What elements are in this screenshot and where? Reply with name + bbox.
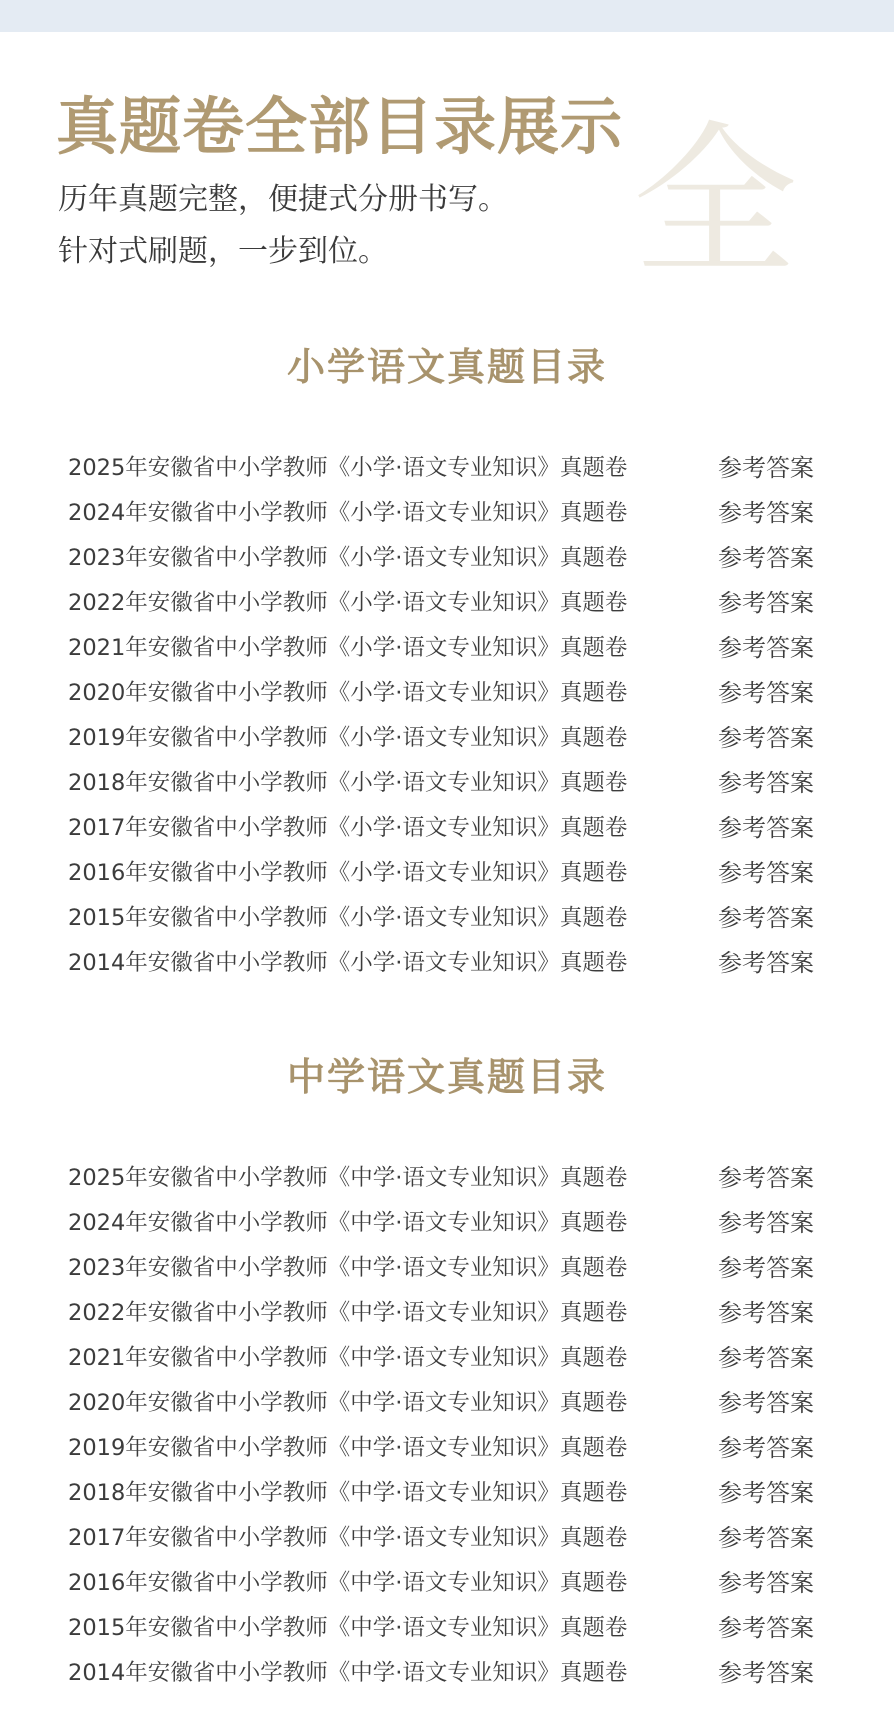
answer-label: 参考答案 (718, 1569, 814, 1597)
list-item (68, 1516, 828, 1561)
exam-title: 2021年安徽省中小学教师《小学·语文专业知识》真题卷 (68, 635, 628, 661)
answer-label: 参考答案 (718, 769, 814, 797)
answer-label: 参考答案 (718, 1344, 814, 1372)
answer-label: 参考答案 (718, 544, 814, 572)
answer-label: 参考答案 (718, 679, 814, 707)
exam-title: 2018年安徽省中小学教师《小学·语文专业知识》真题卷 (68, 770, 628, 796)
list-item (68, 1336, 828, 1381)
list-item (68, 1606, 828, 1651)
exam-title: 2025年安徽省中小学教师《小学·语文专业知识》真题卷 (68, 455, 628, 481)
exam-title: 2019年安徽省中小学教师《小学·语文专业知识》真题卷 (68, 725, 628, 751)
exam-title: 2025年安徽省中小学教师《中学·语文专业知识》真题卷 (68, 1165, 628, 1191)
answer-label: 参考答案 (718, 1209, 814, 1237)
list-item (68, 1201, 828, 1246)
list-item (68, 1651, 828, 1696)
answer-label: 参考答案 (718, 814, 814, 842)
primary-catalog-list (68, 446, 828, 986)
answer-label: 参考答案 (718, 724, 814, 752)
answer-label: 参考答案 (718, 1659, 814, 1687)
answer-label: 参考答案 (718, 1299, 814, 1327)
exam-title: 2024年安徽省中小学教师《中学·语文专业知识》真题卷 (68, 1210, 628, 1236)
list-item (68, 896, 828, 941)
answer-label: 参考答案 (718, 589, 814, 617)
list-item (68, 806, 828, 851)
exam-title: 2015年安徽省中小学教师《小学·语文专业知识》真题卷 (68, 905, 628, 931)
answer-label: 参考答案 (718, 1389, 814, 1417)
exam-title: 2015年安徽省中小学教师《中学·语文专业知识》真题卷 (68, 1615, 628, 1641)
decorative-watermark-char: 全 (632, 106, 798, 298)
list-item (68, 446, 828, 491)
answer-label: 参考答案 (718, 1524, 814, 1552)
page-title: 真题卷全部目录展示 (56, 90, 624, 163)
top-bar (0, 0, 894, 32)
list-item (68, 1426, 828, 1471)
answer-label: 参考答案 (718, 634, 814, 662)
list-item (68, 536, 828, 581)
answer-label: 参考答案 (718, 904, 814, 932)
list-item (68, 1381, 828, 1426)
middle-section-title: 中学语文真题目录 (286, 1054, 607, 1099)
list-item (68, 581, 828, 626)
exam-title: 2020年安徽省中小学教师《小学·语文专业知识》真题卷 (68, 680, 628, 706)
list-item (68, 671, 828, 716)
page-subtitle-line-2: 针对式刷题，一步到位。 (58, 234, 388, 269)
exam-title: 2022年安徽省中小学教师《中学·语文专业知识》真题卷 (68, 1300, 628, 1326)
list-item (68, 761, 828, 806)
exam-title: 2020年安徽省中小学教师《中学·语文专业知识》真题卷 (68, 1390, 628, 1416)
middle-catalog-list (68, 1156, 828, 1696)
primary-section-title: 小学语文真题目录 (286, 344, 607, 389)
exam-title: 2016年安徽省中小学教师《小学·语文专业知识》真题卷 (68, 860, 628, 886)
exam-title: 2023年安徽省中小学教师《中学·语文专业知识》真题卷 (68, 1255, 628, 1281)
list-item (68, 1471, 828, 1516)
exam-title: 2022年安徽省中小学教师《小学·语文专业知识》真题卷 (68, 590, 628, 616)
exam-title: 2016年安徽省中小学教师《中学·语文专业知识》真题卷 (68, 1570, 628, 1596)
exam-title: 2014年安徽省中小学教师《中学·语文专业知识》真题卷 (68, 1660, 628, 1686)
list-item (68, 1156, 828, 1201)
exam-title: 2019年安徽省中小学教师《中学·语文专业知识》真题卷 (68, 1435, 628, 1461)
answer-label: 参考答案 (718, 1479, 814, 1507)
answer-label: 参考答案 (718, 454, 814, 482)
list-item (68, 1246, 828, 1291)
exam-title: 2021年安徽省中小学教师《中学·语文专业知识》真题卷 (68, 1345, 628, 1371)
exam-title: 2023年安徽省中小学教师《小学·语文专业知识》真题卷 (68, 545, 628, 571)
answer-label: 参考答案 (718, 1614, 814, 1642)
list-item (68, 716, 828, 761)
answer-label: 参考答案 (718, 949, 814, 977)
page-subtitle-line-1: 历年真题完整，便捷式分册书写。 (58, 182, 508, 217)
answer-label: 参考答案 (718, 499, 814, 527)
answer-label: 参考答案 (718, 1254, 814, 1282)
exam-title: 2014年安徽省中小学教师《小学·语文专业知识》真题卷 (68, 950, 628, 976)
exam-title: 2017年安徽省中小学教师《中学·语文专业知识》真题卷 (68, 1525, 628, 1551)
answer-label: 参考答案 (718, 1434, 814, 1462)
answer-label: 参考答案 (718, 1164, 814, 1192)
exam-title: 2018年安徽省中小学教师《中学·语文专业知识》真题卷 (68, 1480, 628, 1506)
exam-title: 2024年安徽省中小学教师《小学·语文专业知识》真题卷 (68, 500, 628, 526)
exam-title: 2017年安徽省中小学教师《小学·语文专业知识》真题卷 (68, 815, 628, 841)
list-item (68, 1291, 828, 1336)
catalog-page (0, 32, 894, 1727)
answer-label: 参考答案 (718, 859, 814, 887)
list-item (68, 1561, 828, 1606)
list-item (68, 626, 828, 671)
list-item (68, 941, 828, 986)
list-item (68, 491, 828, 536)
list-item (68, 851, 828, 896)
